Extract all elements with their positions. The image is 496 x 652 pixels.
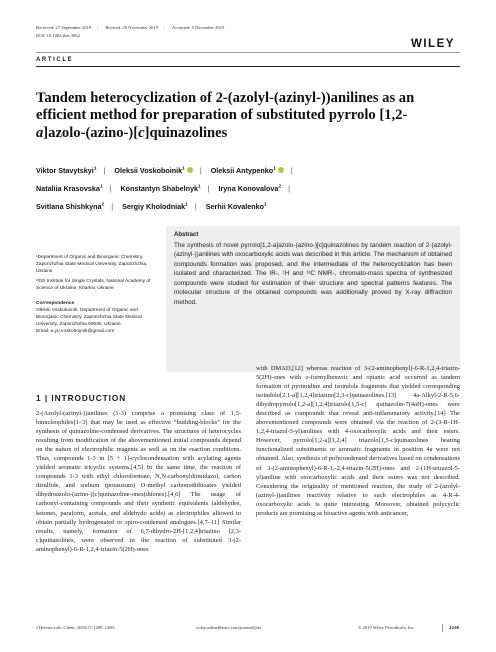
- page-number: 1249: [449, 625, 460, 630]
- affiliation: ¹Department of Organic and Bioorganic Chemistry, Zaporizhzhia State Medical University, Zaporizhzhia, Ukraine: [36, 255, 148, 275]
- accepted-date: Accepted: 5 December 2019: [171, 25, 225, 30]
- author-name[interactable]: Sergiy Kholodniak$^1$: [122, 201, 188, 211]
- author-name[interactable]: Iryna Konovalova$^2$: [218, 184, 282, 194]
- journal-citation: J Heterocyclic Chem. 2020;57:1289–1260.: [36, 625, 115, 630]
- author-row: Viktor Stavytskyi$^1$ | Oleksii Voskoboinik$^1$ | Oleksii Antypenko$^1$ |: [36, 166, 293, 176]
- submission-dates: Received: 27 September 2019 | Revised: 28 November 2019 | Accepted: 5 December 2019: [36, 25, 225, 30]
- orcid-icon[interactable]: [187, 167, 193, 173]
- body-text-left-column: 2-(Azolyl-(azinyl-))anilines (1-3) comprise a promising class of 1,5-binucleophiles[1–3] that may be used as effective “building-blocks” for the synthesis of quinazoline-condensed derivatives. The structures of heterocycles resulting from modification of the abovementioned initial compounds depend on the nature of electrophilic reagents as well as on the reaction conditions. Thus, compounds 1-3 in [5 + 1]-cyclocondensation with acylating agents yielded aromatic tricyclic systems.[4,5] In the same time, the reaction of compounds 1-3 with ethyl chloroformate, N,N-carbonyldiimidazol, carbon disulfide, and sodium (potassium) O-methyl carbonodithioates yielded dihydroazolo-(azino-)[c]quinazoline-ones(thiones).[4,6] The usage of carbonyl-containing compounds and their synthetic equivalents (aldehydes, ketones, paraform, acetals, and aldehydo acids) as electrophiles allowed to obtain partially hydrogenated or spiro-condensed analogues.[4,7–11] Similar results, namely, formation of 6,7-dihydro-2H-[1,2,4]triazino [2,3-c]quinazolines, were observed in the reaction of substituted 3-(2-aminophenyl)-6-R-1,2,4-triazin-5(2H)-ones: [36, 410, 241, 553]
- abstract-box: [166, 226, 460, 372]
- orcid-icon[interactable]: [278, 167, 284, 173]
- correspondence-text: Oleksii Voskoboinik, Department of Organic and Bioorganic Chemistry, Zaporizhzhia State Medical University, Zaporizhzhia 69035, Ukraine.: [36, 308, 142, 328]
- correspondence-email[interactable]: Email: a.yu.voskoboynik@gmail.com: [36, 329, 115, 335]
- paper-title-text: Tandem heterocyclization of 2-(azolyl-(azinyl-))anilines as an efficient method for preparation of substituted pyrrolo [1,2-a]azolo-(azino-)[c]quinazolines: [36, 90, 415, 141]
- section-heading-introduction: 1 | INTRODUCTION: [36, 394, 127, 403]
- footer-divider: [442, 624, 443, 632]
- author-name[interactable]: Nataliia Krasovska$^1$: [36, 184, 103, 194]
- author-list: [36, 162, 456, 215]
- author-name[interactable]: Viktor Stavytskyi$^1$: [36, 166, 97, 176]
- author-row: Svitlana Shishkyna$^2$ | Sergiy Kholodniak$^1$ | Serhii Kovalenko$^1$: [36, 201, 267, 211]
- copyright: © 2019 Wiley Periodicals, Inc.: [358, 625, 415, 630]
- abstract-heading: Abstract: [174, 232, 199, 238]
- received-date: Received: 27 September 2019: [36, 25, 92, 30]
- correspondence-heading: Correspondence: [36, 300, 75, 306]
- publisher-logo: WILEY: [411, 38, 455, 50]
- doi[interactable]: DOI: 10.1002/jhet.3862: [36, 33, 81, 38]
- section-divider: [36, 66, 460, 67]
- author-row: Nataliia Krasovska$^1$ | Konstantyn Shabelnyk$^1$ | Iryna Konovalova$^2$ |: [36, 184, 290, 194]
- header-divider: [36, 52, 460, 53]
- paper-title: [36, 90, 456, 142]
- body-text-right-column: with DMAD,[12] whereas reaction of 3-(2-aminophenyl)-6-R-1,2,4-triazin-5(2H)-ones with o-formylbenzoic and opianic acid occurred as tandem formation of pyrimidine and isoindole fragments that yielded corresponding isoindolo[2,1-a][1,2,4]triazino[2,3-c]quinazolines.[13] 4a-Alkyl-2-R-5,6-dihydropyrrolo[1,2-a][1,2,4]triazolo[1,5-c] quinazolin-7(4aH)-ones were described as compounds that reveal anti-inflammatory activity.[14] The abovementioned compounds were obtained via the reaction of 2-(3-R-1H-1,2,4-triazol-5-yl)anilines with 4-oxocarboxylic acids and their esters. However, pyrrolo[1,2-a][1,2,4] triazolo[1,5-c]quinazolines bearing functionalized substituents or aromatic fragments in position 4a were not obtained. Also, synthesis of polycondensed derivatives based on condensations of 3-(2-aminophenyl)-6-R-1,-2,4-triazin-5(2H)-ones and 2-(1H-tetrazol-5-yl)aniline with oxocarboxylic acids and their esters was not described. Considering the originality of mentioned reaction, the study of 2-(azolyl-(azinyl-))anilines reactivity relative to such electrophiles as 4-R-4-oxocarboxylic acids is quite interesting. Moreover, obtained polycyclic products are promising as bioactive agents with anticancer,: [256, 365, 460, 517]
- author-name[interactable]: Oleksii Voskoboinik$^1$: [114, 166, 192, 175]
- affiliation: ²SSI Institute for Single Crystals, National Academy of Science of Ukraine, Kharkiv, Ukraine: [36, 278, 151, 291]
- journal-url[interactable]: wileyonlinelibrary.com/journal/jhet: [196, 625, 262, 630]
- abstract-text: The synthesis of novel pyrrolo[1,2-a]azolo-(azino-)[c]quinazolines by tandem reaction of 2-(azolyl-(azinyl-))anilines with oxocarboxylic acids was described in this article. The mechanism of obtained compounds formation was proposed, and the intermediate of the heterocyclization has been isolated and characterized. The IR-, ¹H and ¹³C NMR-, chromato-mass spectra of synthesized compounds were studied for estimation of their structure and spectral patterns features. The molecular structure of the obtained compounds was additionally proved by X-ray diffraction method.: [174, 242, 452, 306]
- section-label: ARTICLE: [36, 57, 74, 63]
- author-name[interactable]: Serhii Kovalenko$^1$: [205, 201, 267, 211]
- revised-date: Revised: 28 November 2019: [105, 25, 159, 30]
- author-name[interactable]: Svitlana Shishkyna$^2$: [36, 201, 105, 211]
- author-name[interactable]: Konstantyn Shabelnyk$^1$: [120, 184, 201, 194]
- affiliations-sidebar: [36, 254, 158, 335]
- author-name[interactable]: Oleksii Antypenko$^1$: [211, 166, 284, 175]
